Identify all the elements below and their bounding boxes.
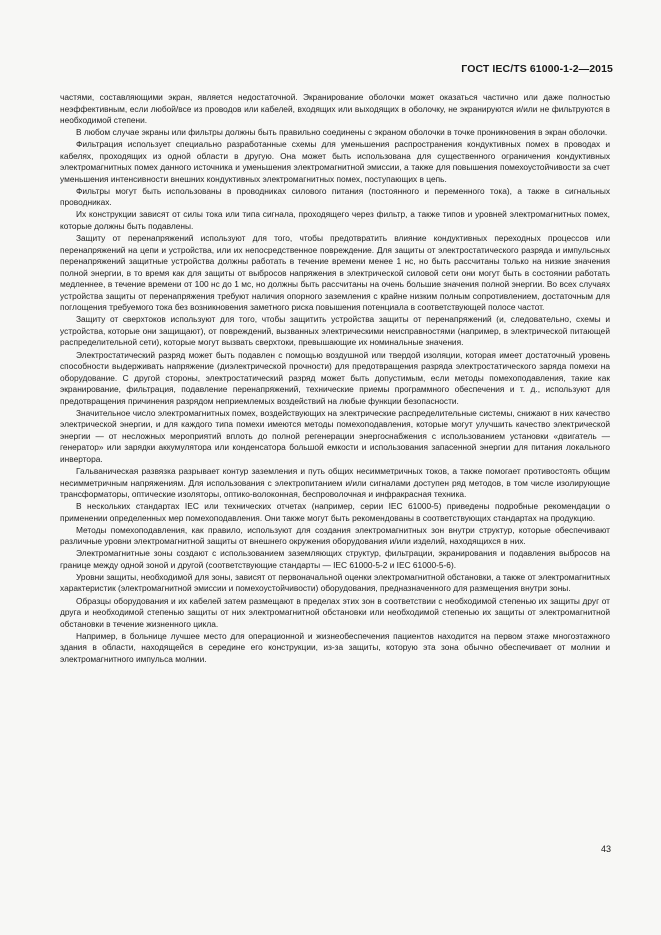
page-number: 43	[600, 844, 611, 854]
paragraph: Фильтры могут быть использованы в проводниках силового питания (постоянного и переменного тока), а также в сигнальных проводниках.	[60, 185, 610, 208]
paragraph: В любом случае экраны или фильтры должны быть правильно соединены с экраном оболочки в точке проникновения в экран оболочки.	[76, 127, 608, 138]
paragraph: В нескольких стандартах IEC или технических отчетах (например, серии IEC 61000-5) приведены подробные рекомендации о применении определенных мер помехоподавления. Они также могут быть рекомендованы в соответствующих стандартах на продукцию.	[60, 501, 610, 523]
paragraph: Фильтрация использует специально разработанные схемы для уменьшения распространения кондуктивных помех в проводах и кабелях, проходящих из одной области в другую. Она может быть использована для существенного ограничения кондуктивных электромагнитных помех данного источника и уменьшения электромагнитной эмиссии, а также для повышения помехоустойчивости за счет уменьшения интенсивности внешних кондуктивных электромагнитных помех, поступающих в цепь.	[60, 139, 610, 184]
paragraph: Например, в больнице лучшее место для операционной и жизнеобеспечения пациентов находится на первом этаже многоэтажного здания в области, находящейся в середине его конструкции, из-за защиты, которую эта зона обычно обеспечивает от молнии и электромагнитного импульса молнии.	[60, 630, 610, 664]
paragraph: Защиту от сверхтоков используют для того, чтобы защитить устройства защиты от перенапряжений (и, следовательно, схемы и устройства, которые они защищают), от повреждений, вызванных электрическими неисправностями (например, в электрической питающей распределительной сети), которые могут вызвать сверхтоки, превышающие их номинальные значения.	[60, 314, 610, 348]
paragraph: Электромагнитные зоны создают с использованием заземляющих структур, фильтрации, экранирования и подавления выбросов на границе между одной зоной и другой (соответствующие стандарты — IEC 61000-5-2 и IEC 61000-5-6).	[60, 548, 610, 570]
standard-header: ГОСТ IEC/TS 61000-1-2—2015	[461, 63, 613, 75]
paragraph: Образцы оборудования и их кабелей затем размещают в пределах этих зон в соответствии с необходимой степенью их защиты друг от друга и необходимой степенью защиты от них электромагнитной обстановки или необходимой степенью их защиты от электромагнитной обстановки в течение жизненного цикла.	[60, 595, 610, 629]
paragraph: Гальваническая развязка разрывает контур заземления и путь общих несимметричных токов, а также помогает противостоять общим несимметричным напряжениям. Для использования с электропитанием и/или сигналами доступен ряд методов, в том числе изолирующие трансформаторы, оптические изоляторы, оптико-волоконная, беспроволочная и инфракрасная техника.	[60, 466, 610, 500]
paragraph: Электростатический разряд может быть подавлен с помощью воздушной или твердой изоляции, которая имеет достаточный уровень способности выдерживать напряжение (диэлектрической прочности) для предотвращения разряда электростатического заряда помехи на оборудование. С другой стороны, электростатический разряд может быть допустимым, если методы помехоподавления, такие как экранирование, фильтрация, подавление перенапряжений, технические приемы программного обеспечения и т. д., используют для предотвращения причинения разрядом неприемлемых воздействий на любые функции безопасности.	[60, 349, 610, 406]
paragraph: Их конструкции зависят от силы тока или типа сигнала, проходящего через фильтр, а также типов и уровней электромагнитных помех, которые должны быть подавлены.	[60, 209, 610, 232]
paragraph: Значительное число электромагнитных помех, воздействующих на электрические распределительные системы, снижают в них качество электрической энергии, и для каждого типа помехи имеются методы помехоподавления, которые могут улучшить качество электрической энергии — от несложных мероприятий вплоть до полной регенерации энергоснабжения с использованием установки «двигатель — генератор» или зарядки аккумулятора или конденсатора большой емкости и использования запасенной энергии для питания локального инвертора.	[60, 407, 610, 464]
paragraph: Уровни защиты, необходимой для зоны, зависят от первоначальной оценки электромагнитной обстановки, а также от электромагнитных характеристик (электромагнитной эмиссии и помехоустойчивости) оборудования, предназначенного для размещения внутри зоны.	[60, 571, 610, 594]
paragraph: частями, составляющими экран, является недостаточной. Экранирование оболочки может оказаться частично или даже полностью неэффективным, если любой/все из проводов или кабелей, входящих или выходящих в оболочку, не экранируются и/или не фильтруются в необходимой степени.	[60, 92, 610, 126]
body-text	[60, 92, 610, 666]
paragraph: Защиту от перенапряжений используют для того, чтобы предотвратить влияние кондуктивных переходных процессов или перенапряжений на цепи и устройства, или их непосредственное повреждение. Для защиты от электростатического разряда и импульсных перенапряжений защитные устройства должны работать в течение времени менее 1 нс, но быть рассчитаны только на низкие значения полной энергии, в то время как для защиты от выбросов напряжения в электрической силовой сети они могут быть в состоянии работать медленнее, в течение времени от 100 нс до 1 мс, но должны быть рассчитаны на очень большие значения полной энергии. Во всех случаях устройства защиты от перенапряжения требуют наличия опорного заземления с крайне низким полным сопротивлением, достаточным для поглощения требуемого тока без возникновения заметного риска повышения потенциала в соответствующей полосе частот.	[60, 233, 610, 313]
paragraph: Методы помехоподавления, как правило, используют для создания электромагнитных зон внутри структур, которые обеспечивают различные уровни электромагнитной защиты от внешнего окружения оборудования и/или изделий, находящихся в них.	[60, 524, 610, 547]
